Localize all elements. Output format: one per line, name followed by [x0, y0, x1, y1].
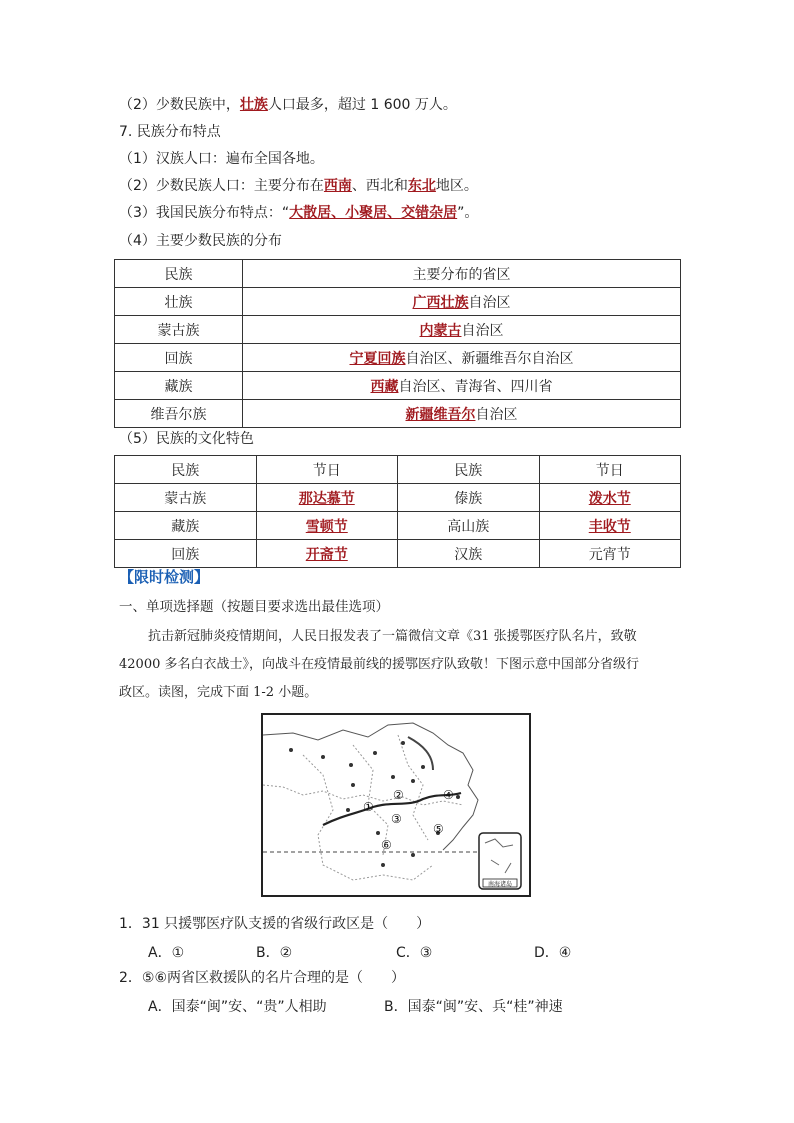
q1-option-a[interactable]: A．①	[148, 945, 185, 961]
header-cell: 节日	[256, 456, 398, 484]
q1-option-c[interactable]: C．③	[396, 945, 433, 961]
festival-cell: 泼水节	[539, 484, 681, 512]
intro-line-3: 政区。读图，完成下面 1-2 小题。	[119, 685, 318, 700]
festival-cell: 那达慕节	[256, 484, 398, 512]
ethnic-cell: 蒙古族	[115, 484, 257, 512]
region-cell: 广西壮族自治区	[243, 288, 681, 316]
region-cell: 西藏自治区、青海省、四川省	[243, 372, 681, 400]
header-cell: 民族	[115, 456, 257, 484]
q2-option-a[interactable]: A．国泰“闽”安、“贵”人相助	[148, 999, 327, 1015]
table-row	[115, 288, 681, 316]
note-line-minority: （2）少数民族人口：主要分布在西南、西北和东北地区。	[119, 178, 478, 194]
ethnic-cell: 傣族	[398, 484, 540, 512]
festival-cell: 雪顿节	[256, 512, 398, 540]
ethnic-cell: 高山族	[398, 512, 540, 540]
province-border	[303, 755, 433, 880]
ethnic-cell: 蒙古族	[115, 316, 243, 344]
q1-option-d[interactable]: D．④	[534, 945, 572, 961]
border-thick	[408, 737, 433, 770]
china-province-map	[261, 713, 531, 897]
map-label: ④	[443, 788, 454, 802]
intro-line-1: 抗击新冠肺炎疫情期间，人民日报发表了一篇微信文章《31 张援鄂医疗队名片，致敬	[148, 629, 637, 644]
ethnic-cell: 壮族	[115, 288, 243, 316]
note-line-zhuang: （2）少数民族中，壮族人口最多，超过 1 600 万人。	[119, 97, 457, 113]
q1-option-b[interactable]: B．②	[256, 945, 293, 961]
question-1: 1．31 只援鄂医疗队支援的省级行政区是（ ）	[119, 916, 431, 932]
distribution-table	[114, 259, 681, 428]
key-term: 西南	[323, 178, 352, 194]
map-label: ⑤	[433, 822, 444, 836]
header-cell: 主要分布的省区	[243, 260, 681, 288]
table-caption-culture: （5）民族的文化特色	[119, 431, 254, 447]
test-heading: 【限时检测】	[119, 568, 210, 586]
ethnic-cell: 回族	[115, 344, 243, 372]
table-row	[115, 512, 681, 540]
header-cell: 节日	[539, 456, 681, 484]
section-7-title: 7. 民族分布特点	[119, 124, 221, 140]
q2-option-b[interactable]: B．国泰“闽”安、兵“桂”神速	[384, 999, 563, 1015]
region-cell: 内蒙古自治区	[243, 316, 681, 344]
note-line-han: （1）汉族人口：遍布全国各地。	[119, 151, 324, 167]
city-dots	[289, 741, 460, 867]
culture-table	[114, 455, 681, 568]
table-header-row	[115, 260, 681, 288]
festival-cell: 开斋节	[256, 540, 398, 568]
ethnic-cell: 维吾尔族	[115, 400, 243, 428]
festival-cell: 丰收节	[539, 512, 681, 540]
table-caption-distribution: （4）主要少数民族的分布	[119, 233, 282, 249]
table-row	[115, 372, 681, 400]
map-label: ⑥	[381, 838, 392, 852]
key-term: 大散居、小聚居、交错杂居	[289, 205, 458, 221]
map-label: ①	[363, 800, 374, 814]
intro-line-2: 42000 多名白衣战士》，向战斗在疫情最前线的援鄂医疗队致敬！下图示意中国部分省级行	[119, 657, 639, 672]
header-cell: 民族	[398, 456, 540, 484]
header-cell: 民族	[115, 260, 243, 288]
table-row	[115, 400, 681, 428]
festival-cell: 元宵节	[539, 540, 681, 568]
map-drawing	[263, 715, 529, 895]
map-label: ③	[391, 812, 402, 826]
ethnic-cell: 汉族	[398, 540, 540, 568]
table-row	[115, 540, 681, 568]
table-header-row	[115, 456, 681, 484]
map-label: ②	[393, 788, 404, 802]
ethnic-cell: 藏族	[115, 372, 243, 400]
question-2: 2．⑤⑥两省区救援队的名片合理的是（ ）	[119, 970, 406, 986]
ethnic-cell: 回族	[115, 540, 257, 568]
ethnic-cell: 藏族	[115, 512, 257, 540]
table-row	[115, 316, 681, 344]
table-row	[115, 484, 681, 512]
key-term: 东北	[407, 178, 436, 194]
section-heading: 一、单项选择题（按题目要求选出最佳选项）	[119, 599, 389, 615]
inset-label: 南海诸岛	[487, 881, 513, 888]
region-cell: 新疆维吾尔自治区	[243, 400, 681, 428]
region-cell: 宁夏回族自治区、新疆维吾尔自治区	[243, 344, 681, 372]
table-row	[115, 344, 681, 372]
note-line-feature: （3）我国民族分布特点：“大散居、小聚居、交错杂居”。	[119, 205, 479, 221]
key-term: 壮族	[239, 97, 268, 113]
